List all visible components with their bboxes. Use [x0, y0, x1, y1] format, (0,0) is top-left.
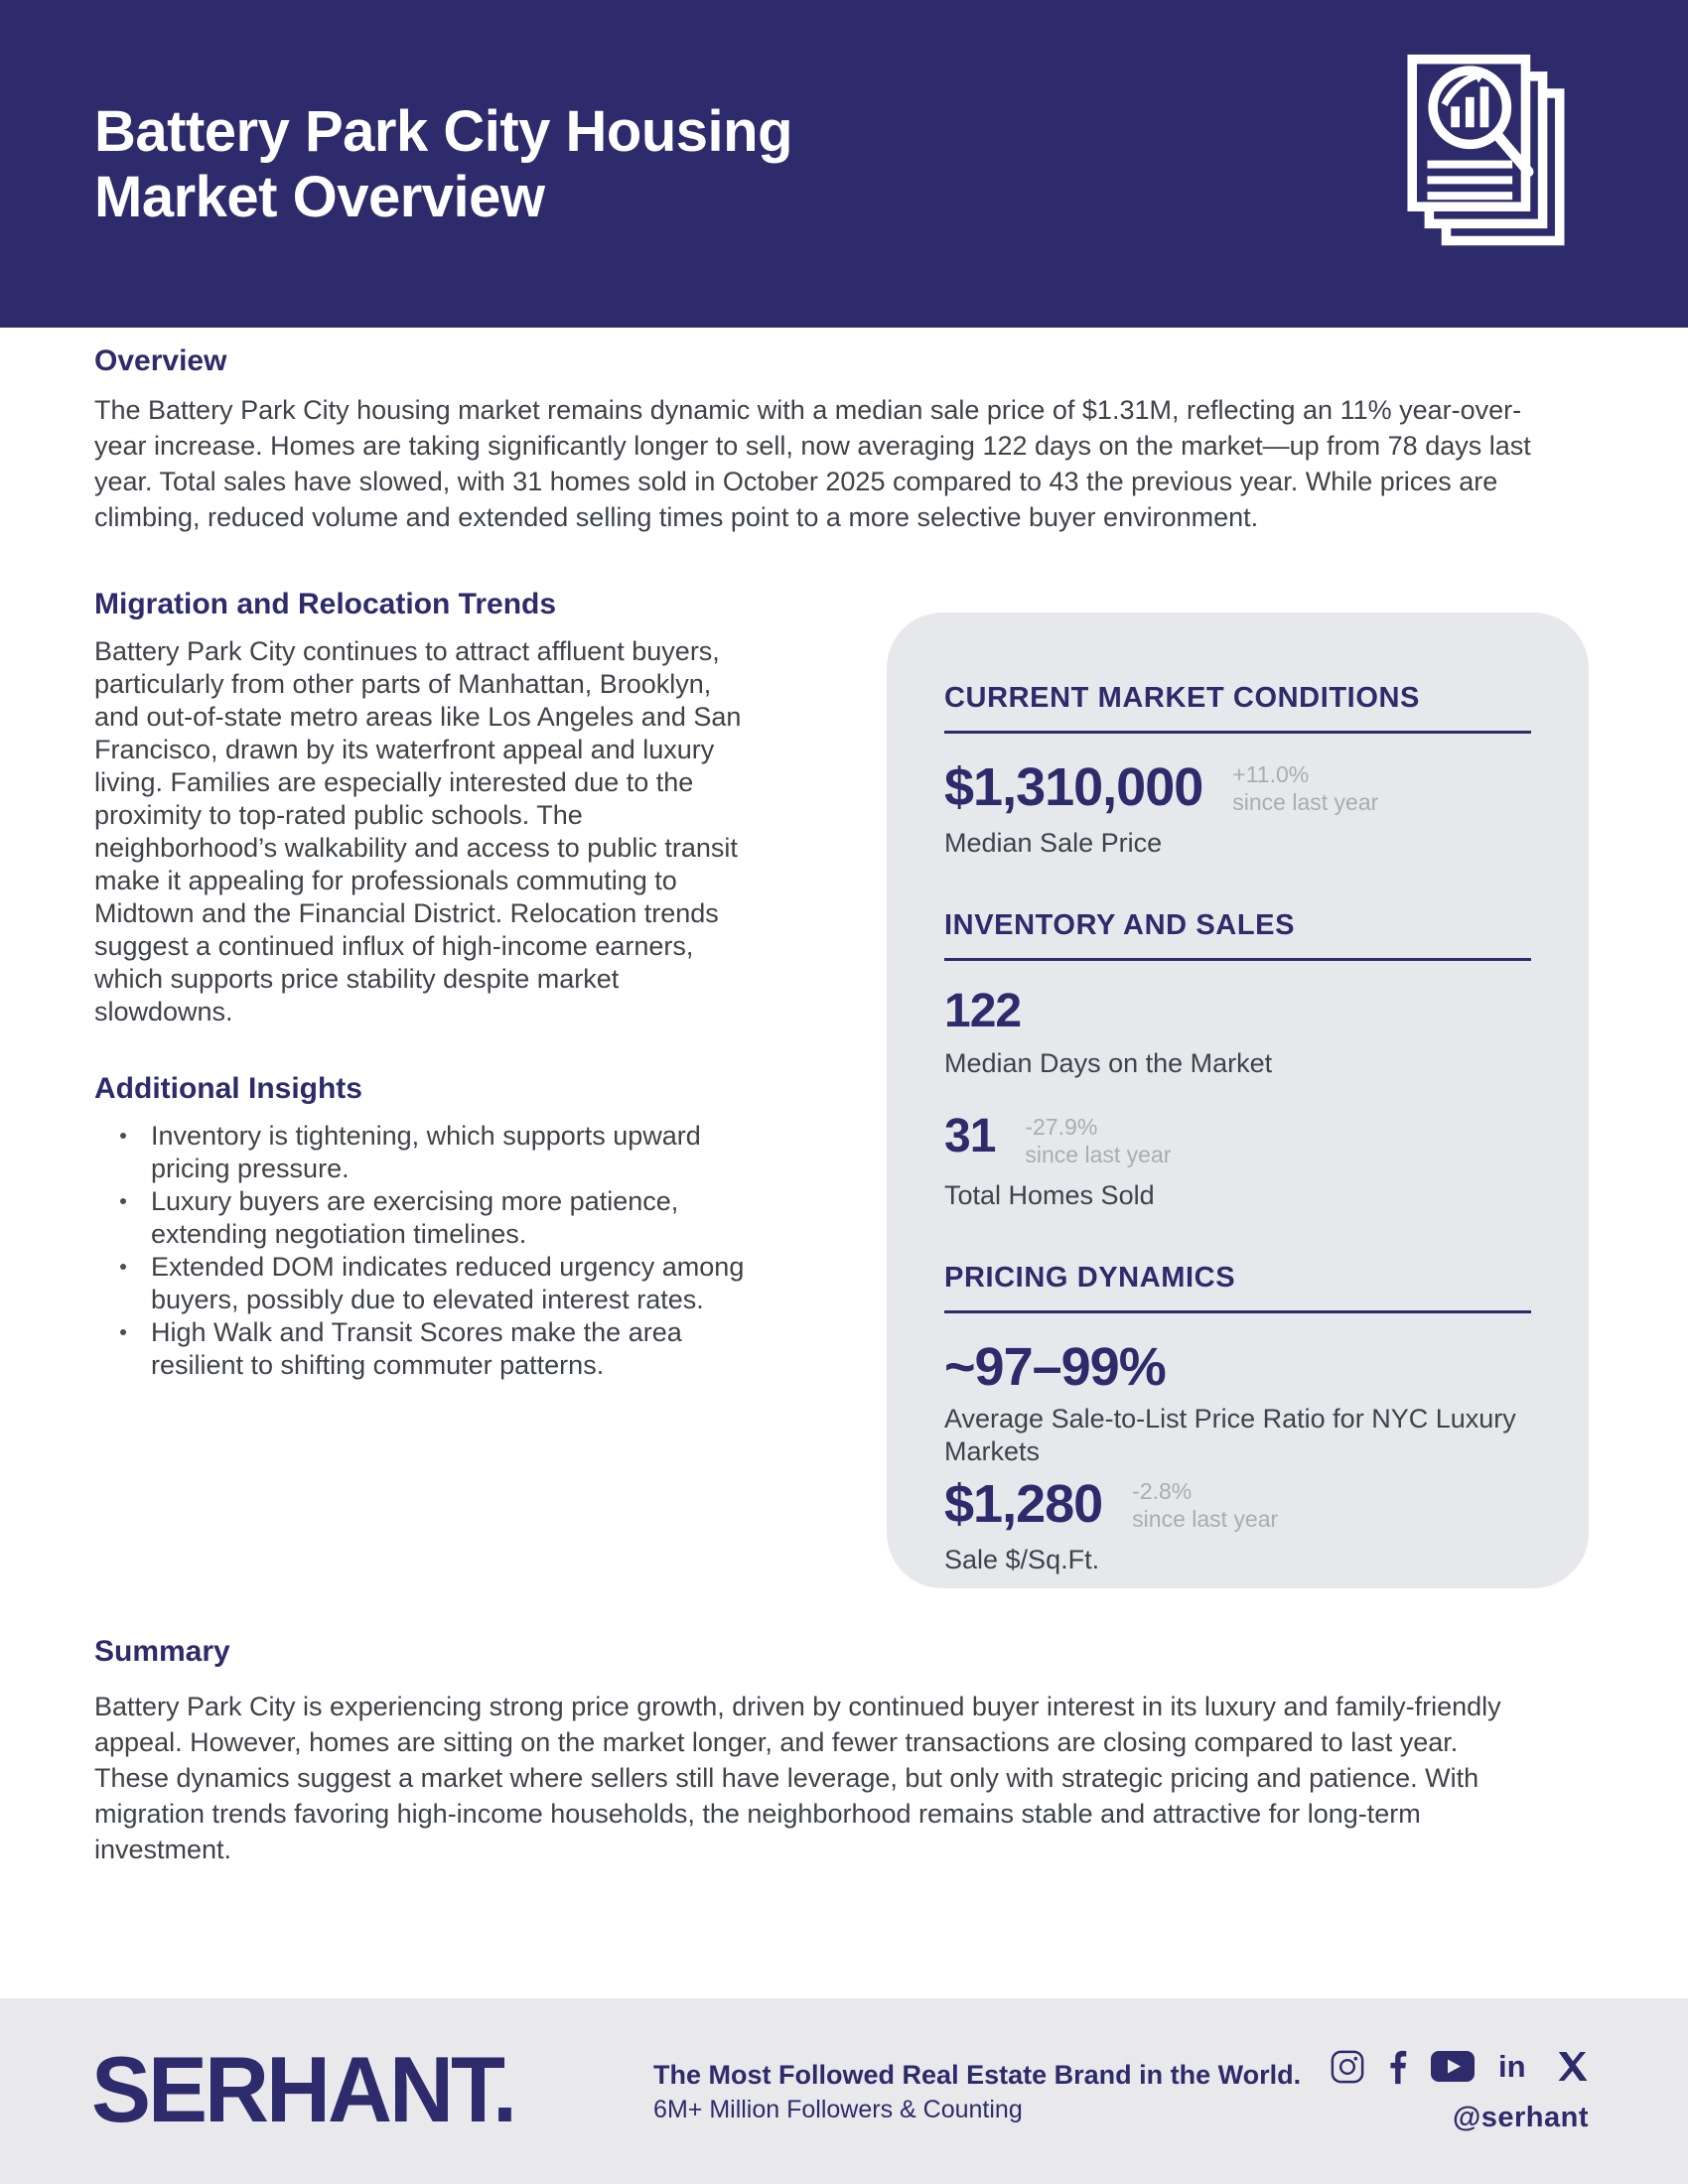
summary-paragraph: Battery Park City is experiencing strong price growth, driven by continued buyer interest in its luxury and family-friendly appeal. However, homes are sitting on the market longer, and fewer transactions are closing compared to last year. These dynamics suggest a market where sellers still have leverage, but only with strategic pricing and patience. With migration trends favoring high-income households, the neighborhood remains stable and attractive for long-term investment.: [94, 1692, 1501, 1864]
social-handle: @serhant: [1452, 2101, 1589, 2133]
stat-change-percent: +11.0%: [1232, 761, 1310, 787]
stat-value: $1,280: [944, 1474, 1103, 1534]
bullet-dot-icon: [120, 1329, 126, 1335]
page-title-line2: Market Overview: [94, 165, 545, 229]
stat-change: [1025, 1112, 1171, 1168]
svg-text:in: in: [1498, 2050, 1526, 2083]
linkedin-icon[interactable]: [1498, 2051, 1534, 2088]
list-item-text: Luxury buyers are exercising more patience, extending negotiation timelines.: [151, 1186, 679, 1249]
instagram-icon[interactable]: [1331, 2050, 1364, 2089]
social-icons-row: [1331, 2049, 1589, 2090]
stat-sale-per-sqft: [944, 1476, 1531, 1576]
migration-heading: Migration and Relocation Trends: [94, 588, 557, 620]
stat-total-homes-sold: [944, 1112, 1531, 1212]
migration-paragraph: Battery Park City continues to attract affluent buyers, particularly from other parts of Manhattan, Brooklyn, and out-of-state metro areas like Los Angeles and San Francisco, drawn by its waterfront appeal and luxury living. Families are especially interested due to the proximity to top-rated public schools. The neighborhood’s walkability and access to public transit make it appealing for professionals commuting to Midtown and the Financial District. Relocation trends suggest a continued influx of high-income earners, which supports price stability despite market slowdowns.: [94, 636, 742, 1026]
stat-value: 31: [944, 1110, 996, 1162]
bullet-dot-icon: [120, 1198, 126, 1204]
list-item: [94, 1316, 752, 1382]
stat-change-period: since last year: [1025, 1142, 1172, 1167]
footer: [0, 1998, 1688, 2184]
insights-list: [94, 1120, 752, 1382]
stat-value: 122: [944, 985, 1022, 1037]
left-column: [94, 588, 752, 1382]
facebook-icon[interactable]: [1388, 2049, 1407, 2090]
list-item-text: Inventory is tightening, which supports upward pricing pressure.: [151, 1121, 701, 1183]
stat-change: [1132, 1476, 1278, 1533]
stat-value: ~97–99%: [944, 1337, 1166, 1397]
overview-section: [94, 344, 1562, 535]
footer-tagline-sub: 6M+ Million Followers & Counting: [653, 2095, 1023, 2123]
list-item-text: Extended DOM indicates reduced urgency among buyers, possibly due to elevated interest rates.: [151, 1252, 745, 1314]
stats-section-heading: CURRENT MARKET CONDITIONS: [944, 682, 1531, 734]
stat-median-days-on-market: [944, 987, 1531, 1080]
bullet-dot-icon: [120, 1264, 126, 1270]
stat-label: Sale $/Sq.Ft.: [944, 1545, 1100, 1574]
stat-label: Total Homes Sold: [944, 1180, 1155, 1210]
stats-card: [887, 613, 1589, 1588]
stats-section-current-market: [944, 682, 1531, 860]
footer-social: [1331, 2049, 1589, 2134]
bullet-dot-icon: [120, 1133, 126, 1139]
list-item: [94, 1185, 752, 1251]
page-title-line1: Battery Park City Housing: [94, 99, 793, 164]
list-item-text: High Walk and Transit Scores make the area resilient to shifting commuter patterns.: [151, 1317, 682, 1380]
stat-median-sale-price: [944, 759, 1531, 860]
overview-paragraph: The Battery Park City housing market remains dynamic with a median sale price of $1.31M, reflecting an 11% year-over-year increase. Homes are taking significantly longer to sell, now averaging 122 days on the market—up from 78 days last year. Total sales have slowed, with 31 homes sold in October 2025 compared to 43 the previous year. While prices are climbing, reduced volume and extended selling times point to a more selective buyer environment.: [94, 395, 1531, 532]
x-icon[interactable]: [1558, 2052, 1589, 2086]
stat-change-period: since last year: [1132, 1506, 1279, 1532]
footer-tagline: [653, 2059, 1301, 2124]
stat-label: Average Sale-to-List Price Ratio for NYC Luxury Markets: [944, 1404, 1516, 1466]
header-banner: [0, 0, 1688, 328]
stat-change-percent: -2.8%: [1132, 1478, 1193, 1504]
stats-section-heading: PRICING DYNAMICS: [944, 1262, 1531, 1313]
youtube-icon[interactable]: [1431, 2051, 1475, 2087]
footer-tagline-bold: The Most Followed Real Estate Brand in the World.: [653, 2059, 1302, 2090]
summary-section: [94, 1635, 1534, 1867]
summary-heading: Summary: [94, 1635, 230, 1668]
list-item: [94, 1120, 752, 1185]
page-title: [94, 99, 792, 230]
list-item: [94, 1251, 752, 1316]
stat-change-percent: -27.9%: [1025, 1114, 1098, 1140]
stat-change-period: since last year: [1232, 789, 1379, 815]
stat-value: $1,310,000: [944, 757, 1203, 817]
stats-section-inventory-sales: [944, 909, 1531, 1212]
stat-label: Median Sale Price: [944, 828, 1163, 858]
stat-change: [1232, 759, 1378, 816]
stats-section-pricing-dynamics: [944, 1262, 1531, 1576]
stat-label: Median Days on the Market: [944, 1048, 1273, 1078]
stats-section-heading: INVENTORY AND SALES: [944, 909, 1531, 961]
stat-sale-to-list-ratio: [944, 1339, 1531, 1468]
overview-heading: Overview: [94, 344, 227, 377]
serhant-logo: SERHANT.: [91, 2038, 515, 2142]
insights-heading: Additional Insights: [94, 1072, 362, 1105]
report-analysis-magnifier-icon: [1397, 52, 1594, 257]
